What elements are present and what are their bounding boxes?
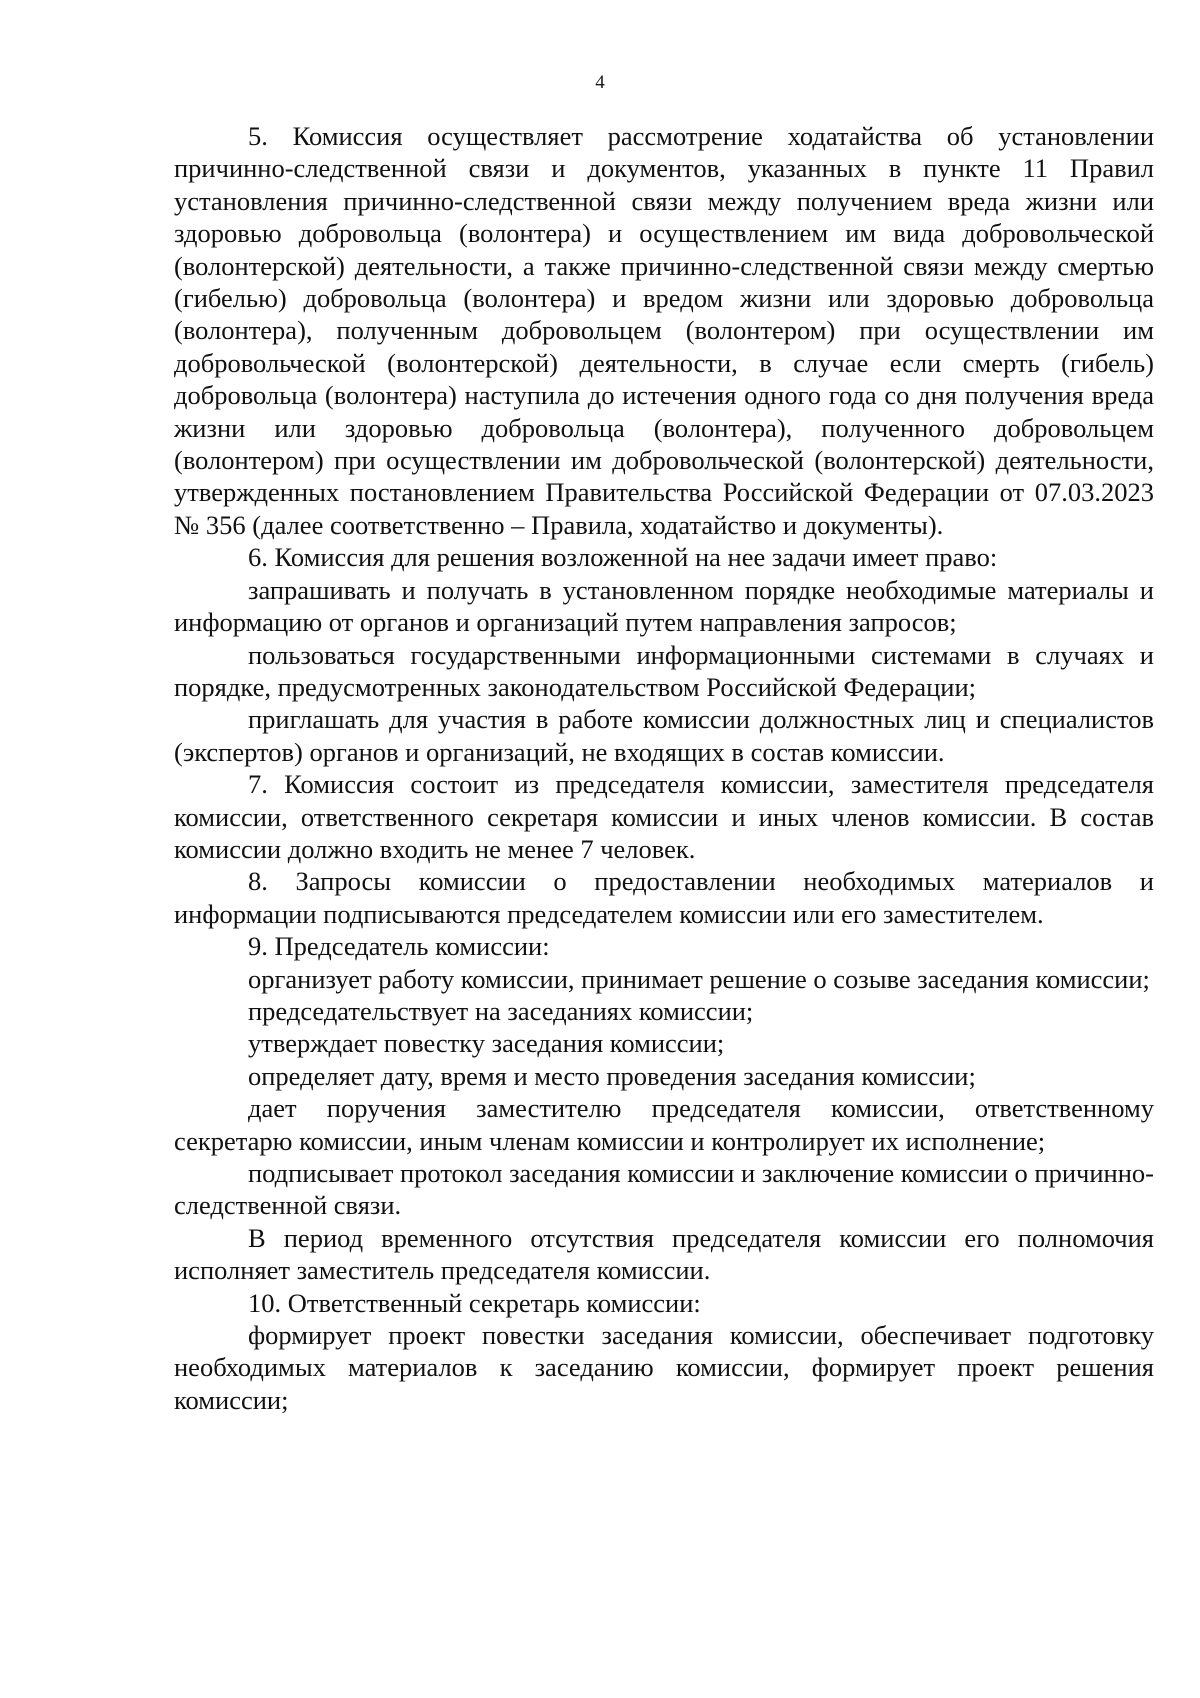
paragraph-9-duty-agenda: утверждает повестку заседания комиссии; <box>248 1028 725 1059</box>
paragraph-5: 5. Комиссия осуществляет рассмотрение ходатайства об установлении причинно-следственной связи и документов, указанных в пункте 11 Правил установления причинно-следственной связи между получением вреда жизни или здоровью добровольца (волонтера) и осуществлением им вида добровольческой (волонтерской) деятельности, а также причинно-следственной связи между смертью (гибелью) добровольца (волонтера) и вредом жизни или здоровью добровольца (волонтера), полученным добровольцем (волонтером) при осуществлении им добровольческой (волонтерской) деятельности, в случае если смерть (гибель) добровольца (волонтера) наступила до истечения одного года со дня получения вреда жизни или здоровью добровольца (волонтера), полученного добровольцем (волонтером) при осуществлении им добровольческой (волонтерской) деятельности, утвержденных постановлением Правительства Российской Федерации от 07.03.2023 № 356 (далее соответственно – Правила, ходатайство и документы). <box>174 121 1154 540</box>
paragraph-6-right-requests: запрашивать и получать в установленном порядке необходимые материалы и информацию от органов и организаций путем направления запросов; <box>174 574 1154 638</box>
paragraph-9-duty-schedule: определяет дату, время и место проведения заседания комиссии; <box>248 1060 976 1091</box>
paragraph-9-deputy: В период временного отсутствия председателя комиссии его полномочия исполняет заместитель председателя комиссии. <box>174 1222 1154 1286</box>
paragraph-9-duty-sign: подписывает протокол заседания комиссии и заключение комиссии о причинно-следственной связи. <box>174 1158 1154 1221</box>
paragraph-9-duty-preside: председательствует на заседаниях комиссии; <box>248 995 754 1026</box>
document-body <box>174 120 1154 1416</box>
paragraph-9-duty-instructions: дает поручения заместителю председателя комиссии, ответственному секретарю комиссии, иным членам комиссии и контролирует их исполнение; <box>174 1093 1154 1156</box>
paragraph-6-right-information-systems: пользоваться государственными информационными системами в случаях и порядке, предусмотренных законодательством Российской Федерации; <box>174 639 1154 702</box>
paragraph-10-duty-agenda: формирует проект повестки заседания комиссии, обеспечивает подготовку необходимых материалов к заседанию комиссии, формирует проект решения комиссии; <box>174 1320 1154 1415</box>
paragraph-9-duty-organize: организует работу комиссии, принимает решение о созыве заседания комиссии; <box>248 963 1150 994</box>
page-number: 4 <box>595 72 605 93</box>
paragraph-6: 6. Комиссия для решения возложенной на нее задачи имеет право: <box>248 542 998 573</box>
paragraph-10: 10. Ответственный секретарь комиссии: <box>248 1287 701 1318</box>
paragraph-7: 7. Комиссия состоит из председателя комиссии, заместителя председателя комиссии, ответственного секретаря комиссии и иных членов комиссии. В состав комиссии должно входить не менее 7 человек. <box>174 769 1154 864</box>
paragraph-6-right-invite-specialists: приглашать для участия в работе комиссии должностных лиц и специалистов (экспертов) органов и организаций, не входящих в состав комиссии. <box>174 704 1154 767</box>
paragraph-8: 8. Запросы комиссии о предоставлении необходимых материалов и информации подписываются председателем комиссии или его заместителем. <box>174 866 1154 929</box>
paragraph-9: 9. Председатель комиссии: <box>248 931 550 962</box>
